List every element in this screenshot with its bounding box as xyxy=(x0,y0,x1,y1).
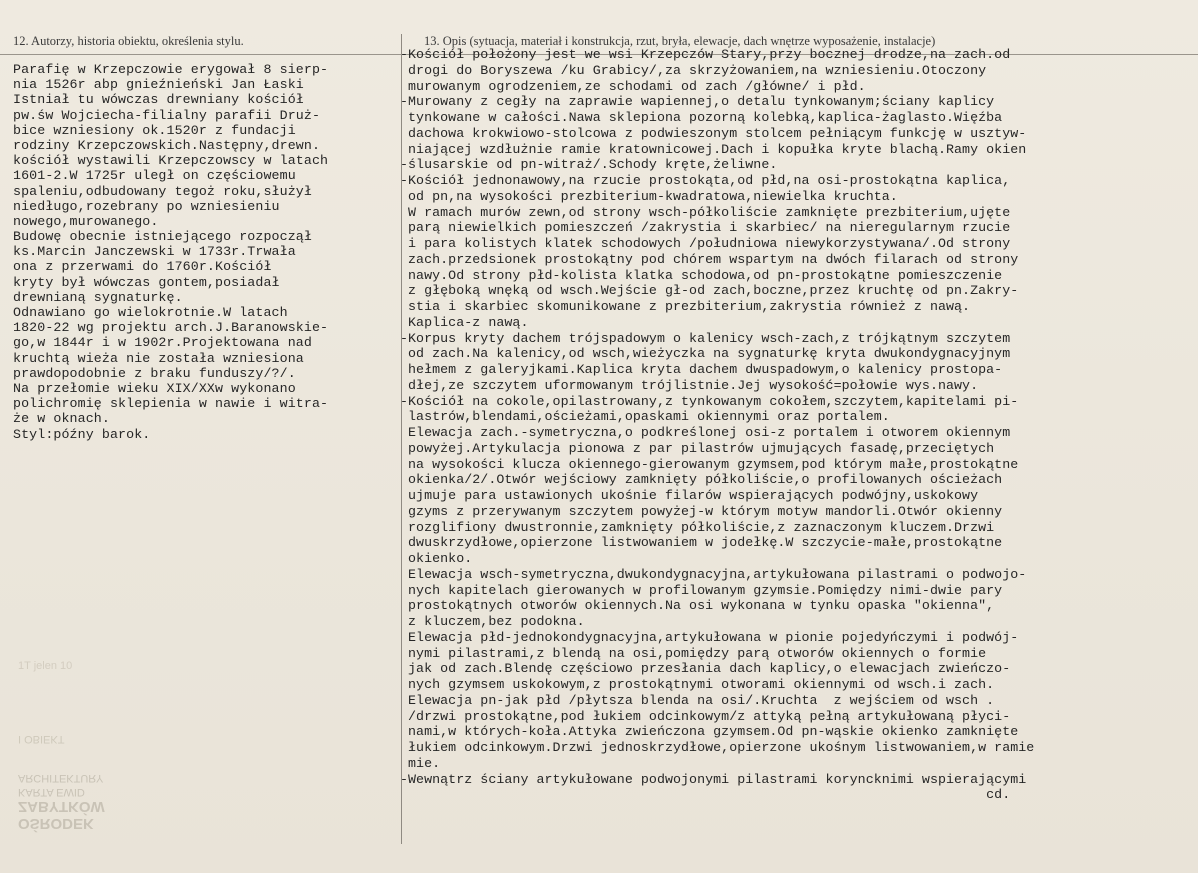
history-text-line: drewnianą sygnaturkę. xyxy=(13,289,183,305)
description-text-line: z głęboką wnęką od wsch.Wejście gł-od zach,boczne,przez kruchtę od pn.Zakry- xyxy=(400,283,1019,299)
description-column xyxy=(400,47,1195,803)
history-text-line: Parafię w Krzepczowie erygował 8 sierp- xyxy=(13,62,329,77)
section-13-heading: 13. Opis (sytuacja, materiał i konstrukcja, rzut, bryła, elewacje, dach wnętrze wyposażenie, instalacje) xyxy=(424,34,936,48)
description-text-line: nawy.Od strony płd-kolista klatka schodowa,od pn-prostokątne pomieszczenie xyxy=(400,267,1003,283)
description-text-line: na wysokości klucza okiennego-gierowanym gzymsem,pod którym małe,prostokątne xyxy=(400,456,1019,472)
description-text-line: zach.przedsionek prostokątny pod chórem wspartym na dwóch filarach od strony xyxy=(400,251,1019,267)
description-text-line: nych kapitelach gierowanych w profilowanym gzymsie.Pomiędzy nimi-dwie pary xyxy=(400,582,1003,598)
description-text-line: prostokątnych otworów okiennych.Na osi wykonana w tynku opaska "okienna", xyxy=(400,598,995,614)
description-text-line: cd. xyxy=(400,787,1011,803)
description-text-line: -Wewnątrz ściany artykułowane podwojonymi pilastrami koryncknimi wspierającymi xyxy=(400,771,1027,787)
description-text-line: dachowa krokwiowo-stolcowa z podwieszonym stolcem pełniącym funkcję w usztyw- xyxy=(400,125,1027,141)
description-text-line: lastrów,blendami,ościeżami,opaskami okiennymi oraz portalem. xyxy=(400,409,890,425)
description-text-line: hełmem z galeryjkami.Kaplica kryta dachem dwuspadowym,o kalenicy prostopa- xyxy=(400,362,1003,377)
history-text-line: rodziny Krzepczowskich.Następny,drewn. xyxy=(13,137,321,153)
description-text-line: -ślusarskie od pn-witraż/.Schody kręte,żeliwne. xyxy=(400,157,778,173)
history-text-line: kryty był wówczas gontem,posiadał xyxy=(13,274,280,290)
description-text-line: okienka/2/.Otwór wejściowy zamknięty półkoliście,o profilowanych ościeżach xyxy=(400,472,1003,488)
history-text-line: go,w 1844r i w 1902r.Projektowana nad xyxy=(13,335,312,351)
history-text-line: Na przełomie wieku XIX/XXw wykonano xyxy=(13,380,296,396)
description-text-line: ujmuje para ustawionych ukośnie filarów wspierających podwójny,uskokowy xyxy=(400,488,979,503)
description-text-line: /drzwi prostokątne,pod łukiem odcinkowym/z attyką pełną artykułowaną płyci- xyxy=(400,708,1011,724)
history-text-line: Istniał tu wówczas drewniany kościół xyxy=(13,92,304,108)
description-text-line: -Korpus kryty dachem trójspadowym o kalenicy wsch-zach,z trójkątnym szczytem xyxy=(400,330,1011,346)
description-text-line: stia i skarbiec skomunikowane z prezbiterium,zakrystia również z nawą. xyxy=(400,299,971,314)
show-through-text: KARTA EWID xyxy=(18,786,85,798)
history-text-line: że w oknach. xyxy=(13,411,110,427)
description-text-line: od pn,na wysokości prezbiterium-kwadratowa,niewielka kruchta. xyxy=(400,188,898,204)
description-text-line: dwuskrzydłowe,opierzone listwowaniem w jodełkę.W szczycie-małe,prostokątne xyxy=(400,535,1003,551)
description-text-line: i para kolistych klatek schodowych /południowa niewykorzystywana/.Od strony xyxy=(400,236,1011,251)
description-text-line: Elewacja płd-jednokondygnacyjna,artykułowana w pionie pojedyńczymi i podwój- xyxy=(400,629,1019,645)
description-text-line: -Kościół jednonawowy,na rzucie prostokąta,od płd,na osi-prostokątna kaplica, xyxy=(400,173,1011,188)
description-text-line: tynkowane w całości.Nawa sklepiona pozorną kolebką,kaplica-żaglasto.Więźba xyxy=(400,110,1003,125)
history-text-line: 1601-2.W 1725r uległ on częściowemu xyxy=(13,168,296,184)
description-text-line: murowanym ogrodzeniem,ze schodami od zach /główne/ i płd. xyxy=(400,78,866,94)
description-text-line: -Kościół położony jest we wsi Krzepczów Stary,przy bocznej drodze,na zach.od xyxy=(400,47,1011,62)
history-text-line: niedługo,rozebrany po wzniesieniu xyxy=(13,198,280,214)
description-text-line: dłej,ze szczytem uformowanym trójlistnie.Jej wysokość=połowie wys.nawy. xyxy=(400,377,979,393)
description-text-line: niającej wzdłużnie ramie kratownicowej.Dach i kopułka kryte blachą.Ramy okien xyxy=(400,141,1027,157)
description-text-line: -Murowany z cegły na zaprawie wapiennej,o detalu tynkowanym;ściany kaplicy xyxy=(400,94,995,110)
description-text-line: Elewacja zach.-symetryczna,o podkreślonej osi-z portalem i otworem okiennym xyxy=(400,425,1011,440)
description-text-line: powyżej.Artykulacja pionowa z par pilastrów ujmujących fasadę,przeciętych xyxy=(400,440,995,456)
history-text-line: 1820-22 wg projektu arch.J.Baranowskie- xyxy=(13,320,329,336)
history-text-line: spaleniu,odbudowany tegoż roku,służył xyxy=(13,183,312,199)
history-text-line: ks.Marcin Janczewski w 1733r.Trwała xyxy=(13,244,296,260)
history-text-line: bice wzniesiony ok.1520r z fundacji xyxy=(13,122,296,138)
history-text-line: nowego,murowanego. xyxy=(13,213,159,229)
show-through-text: ZABYTKÓW xyxy=(18,798,105,815)
show-through-text: I OBIEKT xyxy=(18,733,65,745)
description-text-line: nych gzymsem uskokowym,z prostokątnymi otworami okiennymi od wsch.i zach. xyxy=(400,677,995,692)
history-text-line: nia 1526r abp gnieźnieński Jan Łaski xyxy=(13,77,304,93)
history-text-line: kruchtą wieża nie została wzniesiona xyxy=(13,350,304,366)
show-through-text: OŚRODEK xyxy=(18,815,94,832)
description-text-line: gzyms z przerywanym szczytem powyżej-w którym motyw mandorli.Otwór okienny xyxy=(400,503,1003,519)
authors-history-column xyxy=(13,62,408,442)
show-through-text: 1T jelen 10 xyxy=(18,660,73,672)
history-text-line: Odnawiano go wielokrotnie.W latach xyxy=(13,305,288,320)
history-text-line: pw.św Wojciecha-filialny parafii Druż- xyxy=(13,107,321,123)
history-text-line: prawdopodobnie z braku funduszy/?/. xyxy=(13,365,296,381)
description-text-line: Kaplica-z nawą. xyxy=(400,314,529,330)
description-text-line: parą niewielkich pomieszczeń /zakrystia i skarbiec/ na nieregularnym rzucie xyxy=(400,220,1011,236)
description-text-line: drogi do Boryszewa /ku Grabicy/,za skrzyżowaniem,na wzniesieniu.Otoczony xyxy=(400,62,987,78)
show-through-text: ARCHITEKTURY xyxy=(18,772,104,784)
history-text-line: Budowę obecnie istniejącego rozpoczął xyxy=(13,229,312,245)
history-text-line: polichromię sklepienia w nawie i witra- xyxy=(13,396,329,412)
description-text-line: nami,w których-koła.Attyka zwieńczona gzymsem.Od pn-wąskie okienko zamknięte xyxy=(400,724,1019,740)
description-text-line: nymi pilastrami,z blendą na osi,pomiędzy parą otworów okiennych o formie xyxy=(400,645,987,661)
section-12-heading: 12. Autorzy, historia obiektu, określenia stylu. xyxy=(13,34,244,48)
description-text-line: mie. xyxy=(400,755,441,771)
description-text-line: rozglifiony dwustronnie,zamknięty półkoliście,z zaznaczonym kluczem.Drzwi xyxy=(400,519,995,535)
description-text-line: -Kościół na cokole,opilastrowany,z tynkowanym cokołem,szczytem,kapitelami pi- xyxy=(400,393,1019,409)
history-text-line: Styl:późny barok. xyxy=(13,426,151,442)
description-text-line: łukiem odcinkowym.Drzwi jednoskrzydłowe,opierzone ukośnym listwowaniem,w ramie xyxy=(400,740,1035,755)
description-text-line: od zach.Na kalenicy,od wsch,wieżyczka na sygnaturkę kryta dwukondygnacyjnym xyxy=(400,346,1011,362)
history-text-line: kościół wystawili Krzepczowscy w latach xyxy=(13,153,329,169)
description-text-line: okienko. xyxy=(400,551,473,566)
history-text-line: ona z przerwami do 1760r.Kościół xyxy=(13,259,272,275)
description-text-line: W ramach murów zewn,od strony wsch-półkoliście zamknięte prezbiterium,ujęte xyxy=(400,204,1011,220)
description-text-line: Elewacja pn-jak płd /płytsza blenda na osi/.Kruchta z wejściem od wsch . xyxy=(400,692,995,708)
description-text-line: z kluczem,bez podokna. xyxy=(400,614,585,629)
description-text-line: Elewacja wsch-symetryczna,dwukondygnacyjna,artykułowana pilastrami o podwojo- xyxy=(400,566,1027,582)
description-text-line: jak od zach.Blendę częściowo przesłania dach kaplicy,o elewacjach zwieńczo- xyxy=(400,661,1011,677)
